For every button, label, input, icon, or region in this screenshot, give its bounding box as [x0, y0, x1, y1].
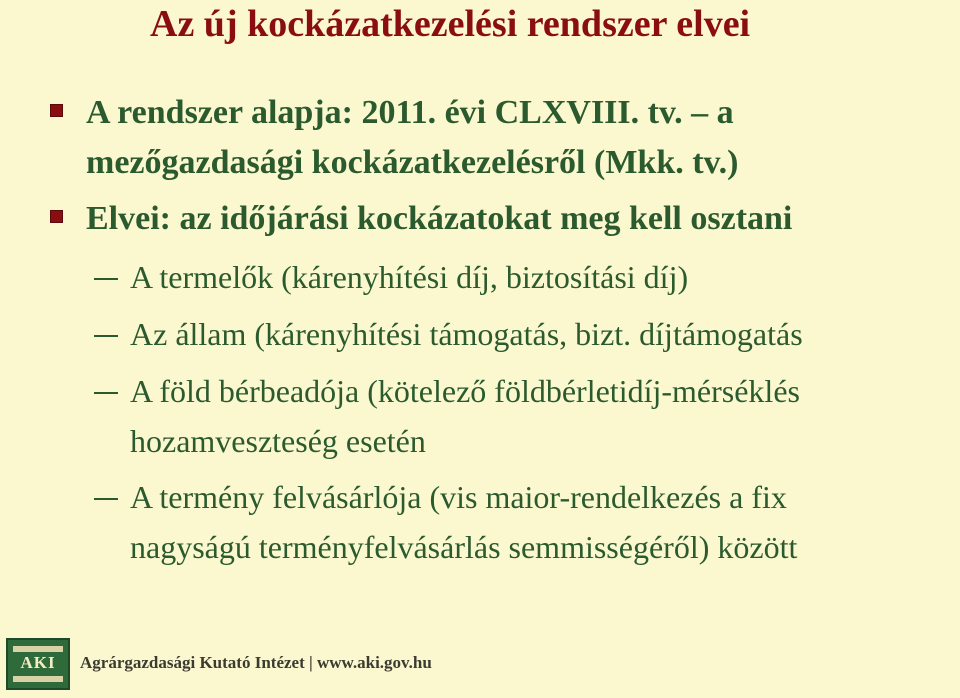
logo-text: AKI — [20, 653, 56, 672]
subitem-line: A termelők (kárenyhítési díj, biztosítási díj) — [130, 259, 689, 295]
subitem-line: nagyságú terményfelvásárlás semmisségéről) között — [130, 529, 798, 565]
logo-bottom-bar — [13, 676, 63, 682]
subitem-line: A termény felvásárlója (vis maior-rendelkezés a fix — [130, 479, 787, 515]
dash-bullet-icon — [94, 392, 118, 394]
square-bullet-icon — [50, 210, 63, 223]
subitem-state — [130, 309, 803, 359]
institute-name: Agrárgazdasági Kutató Intézet | www.aki.gov.hu — [80, 653, 432, 672]
subitem-line: A föld bérbeadója (kötelező földbérletidíj-mérséklés — [130, 373, 800, 409]
subitem-landlord — [130, 366, 800, 466]
logo-top-bar — [13, 646, 63, 652]
footer — [0, 630, 960, 698]
subitem-line: Az állam (kárenyhítési támogatás, bizt. díjtámogatás — [130, 316, 803, 352]
square-bullet-icon — [50, 104, 63, 117]
aki-logo — [6, 638, 70, 690]
dash-bullet-icon — [94, 498, 118, 500]
subitem-producers — [130, 252, 688, 302]
subitem-buyer — [130, 472, 797, 572]
bullet-principles — [86, 194, 792, 244]
dash-bullet-icon — [94, 335, 118, 337]
bullet-line: mezőgazdasági kockázatkezelésről (Mkk. tv.) — [86, 144, 739, 181]
dash-bullet-icon — [94, 278, 118, 280]
subitem-line: hozamveszteség esetén — [130, 423, 426, 459]
bullet-line: Elvei: az időjárási kockázatokat meg kell osztani — [86, 200, 793, 237]
bullet-line: A rendszer alapja: 2011. évi CLXVIII. tv. – a — [86, 94, 734, 131]
slide-title: Az új kockázatkezelési rendszer elvei — [150, 3, 751, 45]
bullet-legal-basis — [86, 88, 739, 188]
